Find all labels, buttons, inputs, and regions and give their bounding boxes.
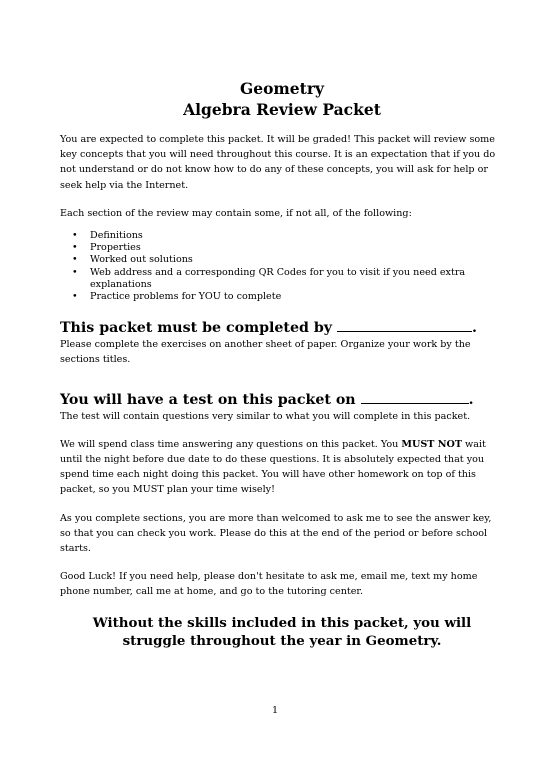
bullet-item: • Worked out solutions bbox=[90, 254, 504, 266]
bullet-item: • Definitions bbox=[90, 230, 504, 242]
bullet-item: • Practice problems for YOU to complete bbox=[90, 291, 504, 303]
title-line-2: Algebra Review Packet bbox=[183, 100, 381, 119]
must-not-emphasis: MUST NOT bbox=[401, 438, 462, 450]
page-number: 1 bbox=[271, 705, 279, 716]
test-heading-text: You will have a test on this packet on bbox=[60, 391, 356, 408]
bullet-item: • Web address and a corresponding QR Codes for you to visit if you need extra explanations bbox=[90, 267, 504, 291]
test-note: The test will contain questions very similar to what you will complete in this packet. bbox=[60, 410, 471, 422]
sections-intro: Each section of the review may contain some, if not all, of the following: bbox=[60, 207, 412, 219]
bullet-list bbox=[60, 230, 504, 303]
completion-heading: This packet must be completed by . bbox=[60, 320, 477, 337]
completion-note: Please complete the exercises on another sheet of paper. Organize your work by the sections titles. bbox=[60, 339, 471, 366]
class-time-text-b: wait until the night before due date to do these questions. It is absolutely expected that you spend time each night doing this packet. You will have other homework on top of this packet, so you MUST plan your time wisely! bbox=[60, 438, 486, 496]
intro-paragraph: You are expected to complete this packet. It will be graded! This packet will review some key concepts that you will need throughout this course. It is an expectation that if you do not understand or do not know how to do any of these concepts, you will ask for help or seek help via the Internet. bbox=[60, 134, 496, 191]
title-line-1: Geometry bbox=[239, 79, 325, 98]
bullet-item: • Properties bbox=[90, 242, 504, 254]
answer-key-paragraph: As you complete sections, you are more than welcomed to ask me to see the answer key, so that you can check you work. Please do this at the end of the period or before school starts. bbox=[60, 512, 492, 555]
test-heading: You will have a test on this packet on . bbox=[60, 391, 474, 408]
class-time-paragraph bbox=[60, 437, 504, 498]
closing-statement: Without the skills included in this packet, you will struggle throughout the year in Geometry. bbox=[92, 614, 472, 649]
completion-heading-text: This packet must be completed by bbox=[60, 320, 333, 337]
completion-date-blank bbox=[337, 318, 472, 332]
test-date-blank bbox=[361, 390, 469, 404]
good-luck-paragraph: Good Luck! If you need help, please don't hesitate to ask me, email me, text my home phone number, call me at home, and go to the tutoring center. bbox=[60, 571, 478, 598]
class-time-text-a: We will spend class time answering any questions on this packet. You bbox=[60, 438, 402, 450]
